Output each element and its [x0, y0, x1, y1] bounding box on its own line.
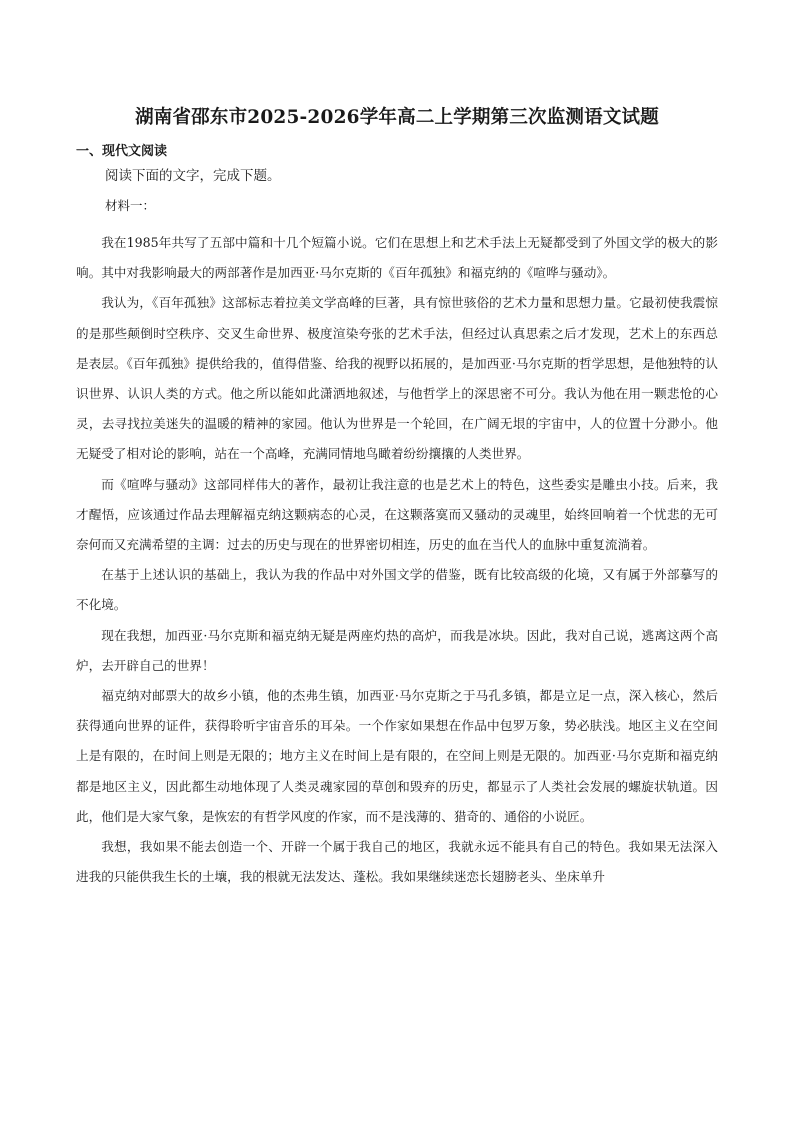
material-label: 材料一：: [105, 198, 156, 213]
paragraph: 我在1985年共写了五部中篇和十几个短篇小说。它们在思想上和艺术手法上无疑都受到了外国文学的极大的影响。其中对我影响最大的两部著作是加西亚·马尔克斯的《百年孤独》和福克纳的《喧哗与骚动》。: [76, 235, 718, 281]
paragraph: 福克纳对邮票大的故乡小镇，他的杰弗生镇，加西亚·马尔克斯之于马孔多镇，都是立足一点，深入核心，然后获得通向世界的证件，获得聆听宇宙音乐的耳朵。一个作家如果想在作品中包罗万象，势必肤浅。地区主义在空间上是有限的，在时间上则是无限的；地方主义在时间上是有限的，在空间上则是无限的。加西亚·马尔克斯和福克纳都是地区主义，因此都生动地体现了人类灵魂家园的草创和毁弃的历史，都显示了人类社会发展的螺旋状轨道。因此，他们是大家气象，是恢宏的有哲学风度的作家，而不是浅薄的、猎奇的、通俗的小说匠。: [76, 688, 718, 824]
paragraph: 在基于上述认识的基础上，我认为我的作品中对外国文学的借鉴，既有比较高级的化境，又有属于外部摹写的不化境。: [76, 567, 718, 613]
section-heading: 一、现代文阅读: [76, 144, 168, 159]
document-title: 湖南省邵东市2025-2026学年高二上学期第三次监测语文试题: [135, 107, 659, 128]
passage-body: [76, 228, 718, 892]
paragraph: 现在我想，加西亚·马尔克斯和福克纳无疑是两座灼热的高炉，而我是冰块。因此，我对自己说，逃离这两个高炉，去开辟自己的世界！: [76, 627, 718, 673]
reading-instruction: 阅读下面的文字，完成下题。: [105, 168, 281, 184]
paragraph: 我认为，《百年孤独》这部标志着拉美文学高峰的巨著，具有惊世骇俗的艺术力量和思想力量。它最初使我震惊的是那些颠倒时空秩序、交叉生命世界、极度渲染夸张的艺术手法，但经过认真思索之后才发现，艺术上的东西总是表层。《百年孤独》提供给我的，值得借鉴、给我的视野以拓展的，是加西亚·马尔克斯的哲学思想，是他独特的认识世界、认识人类的方式。他之所以能如此潇洒地叙述，与他哲学上的深思密不可分。我认为他在用一颗悲怆的心灵，去寻找拉美迷失的温暖的精神的家园。他认为世界是一个轮回，在广阔无垠的宇宙中，人的位置十分渺小。他无疑受了相对论的影响，站在一个高峰，充满同情地鸟瞰着纷纷攘攘的人类世界。: [76, 295, 718, 462]
paragraph: 而《喧哗与骚动》这部同样伟大的著作，最初让我注意的也是艺术上的特色，这些委实是雕虫小技。后来，我才醒悟，应该通过作品去理解福克纳这颗病态的心灵，在这颗落寞而又骚动的灵魂里，始终回响着一个忧悲的无可奈何而又充满希望的主调：过去的历史与现在的世界密切相连，历史的血在当代人的血脉中重复流淌着。: [76, 476, 718, 553]
paragraph: 我想，我如果不能去创造一个、开辟一个属于我自己的地区，我就永远不能具有自己的特色。我如果无法深入进我的只能供我生长的土壤，我的根就无法发达、蓬松。我如果继续迷恋长翅膀老头、坐床单升: [76, 839, 718, 885]
